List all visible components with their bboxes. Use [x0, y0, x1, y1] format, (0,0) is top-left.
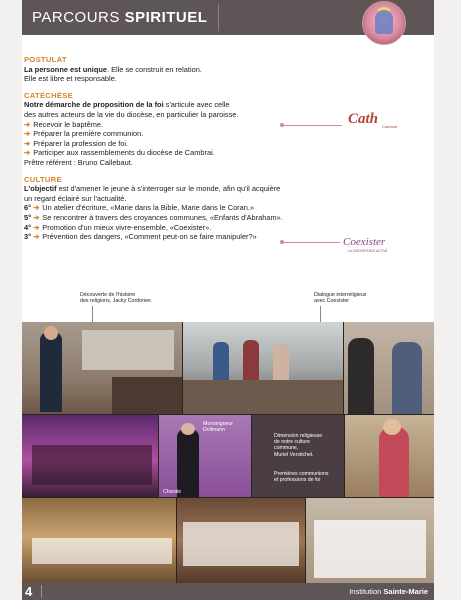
culture-intro-line2: un regard éclairé sur l'actualité. — [24, 193, 127, 203]
photo-white-robes — [306, 498, 434, 584]
arrow-bullet-icon: ➔ — [24, 119, 31, 129]
catechese-intro-rest: s'articule avec celle — [163, 100, 230, 110]
caption-dimension: Dimension religieuse de notre culture commune, Muriel Verstichel. — [274, 433, 323, 458]
caption-history: Découverte de l'histoire des religions, Jacky Cordonier. — [80, 292, 153, 305]
header-bar — [22, 0, 434, 35]
coexister-pointer-line — [282, 242, 340, 243]
catechese-referent: Prêtre référent : Bruno Callebaut. — [24, 157, 133, 167]
footer-divider — [41, 585, 42, 598]
photo-classroom — [183, 322, 343, 414]
catechese-pointer-line — [282, 125, 342, 126]
photo-reading — [345, 415, 434, 497]
coexister-pointer-dot — [280, 240, 284, 244]
cath-logo-subtext: Cambrai — [382, 124, 398, 129]
cath-cambrai-logo — [344, 103, 400, 131]
photo-text-panel — [252, 415, 344, 497]
list-item: ➔ Préparer la première communion. — [24, 129, 144, 139]
coexister-logo — [342, 233, 408, 255]
culture-heading: CULTURE — [24, 174, 62, 184]
caption-monseigneur: Monseigneur Dollmann — [203, 421, 233, 434]
list-item: ➔ Préparer la profession de foi. — [24, 138, 129, 148]
list-item: ➔ Participer aux rassemblements du diocèse de Cambrai. — [24, 148, 215, 158]
arrow-bullet-icon: ➔ — [24, 129, 31, 139]
page-number: 4 — [25, 584, 33, 599]
photo-history-lecture — [22, 322, 182, 414]
caption-dialogue: Dialogue interreligieux avec Coexister — [314, 292, 367, 305]
list-item: 4° ➔ Promotion d'un mieux vivre-ensemble, «Coexister». — [24, 222, 212, 232]
postulat-line1-bold: La personne est unique — [24, 64, 107, 74]
catechese-intro-bold: Notre démarche de proposition de la foi — [24, 100, 164, 110]
photo-candles-ceremony — [22, 415, 158, 497]
arrow-bullet-icon: ➔ — [33, 212, 40, 222]
text-content — [24, 55, 404, 244]
catechese-heading: CATÉCHÈSE — [24, 90, 73, 100]
arrow-bullet-icon: ➔ — [33, 203, 40, 213]
list-item: ➔ Recevoir le baptême. — [24, 119, 104, 129]
postulat-line2: Elle est libre et responsable. — [24, 74, 117, 84]
page-title: PARCOURS SPIRITUEL — [32, 9, 208, 26]
header-divider — [218, 4, 219, 31]
footer-bar — [22, 583, 434, 600]
culture-intro-bold: L'objectif — [24, 184, 57, 194]
list-item: 5° ➔ Se rencontrer à travers des croyances communes, «Enfants d'Abraham». — [24, 212, 283, 222]
cath-logo-text: Cath — [348, 111, 379, 127]
list-item: 3° ➔ Prévention des dangers, «Comment peut-on se faire manipuler?» — [24, 232, 257, 242]
list-item: 6° ➔ Un atelier d'écriture, «Marie dans la Bible, Marie dans le Coran.» — [24, 203, 255, 213]
culture-section — [24, 175, 404, 242]
photo-church-communion — [22, 498, 176, 584]
arrow-bullet-icon: ➔ — [24, 148, 31, 158]
postulat-heading: POSTULAT — [24, 55, 67, 64]
arrow-bullet-icon: ➔ — [24, 138, 31, 148]
arrow-bullet-icon: ➔ — [33, 222, 40, 232]
caption-communions: Premières communions et professions de foi — [274, 471, 329, 484]
coexister-logo-subtext: LA COEXISTENCE ACTIVE — [348, 249, 388, 253]
coexister-logo-text: Coexister — [343, 236, 386, 248]
arrow-bullet-icon: ➔ — [33, 232, 40, 242]
catechese-intro-line2: des autres acteurs de la vie du diocèse, en particulier la paroisse. — [24, 109, 239, 119]
photo-dialogue — [344, 322, 434, 414]
photo-choir — [177, 498, 305, 584]
photo-bishop — [159, 415, 251, 497]
caption-chorale: Chorale — [163, 489, 182, 495]
culture-intro-rest: est d'amener le jeune à s'interroger sur le monde, afin qu'il acquière — [56, 184, 281, 194]
photo-collage — [22, 322, 434, 584]
catechese-pointer-dot — [280, 123, 284, 127]
postulat-section — [24, 55, 404, 84]
institution-name: Institution Sainte-Marie — [349, 587, 428, 596]
madonna-logo-icon — [362, 1, 406, 45]
postulat-line1-rest: . Elle se construit en relation. — [106, 64, 202, 74]
